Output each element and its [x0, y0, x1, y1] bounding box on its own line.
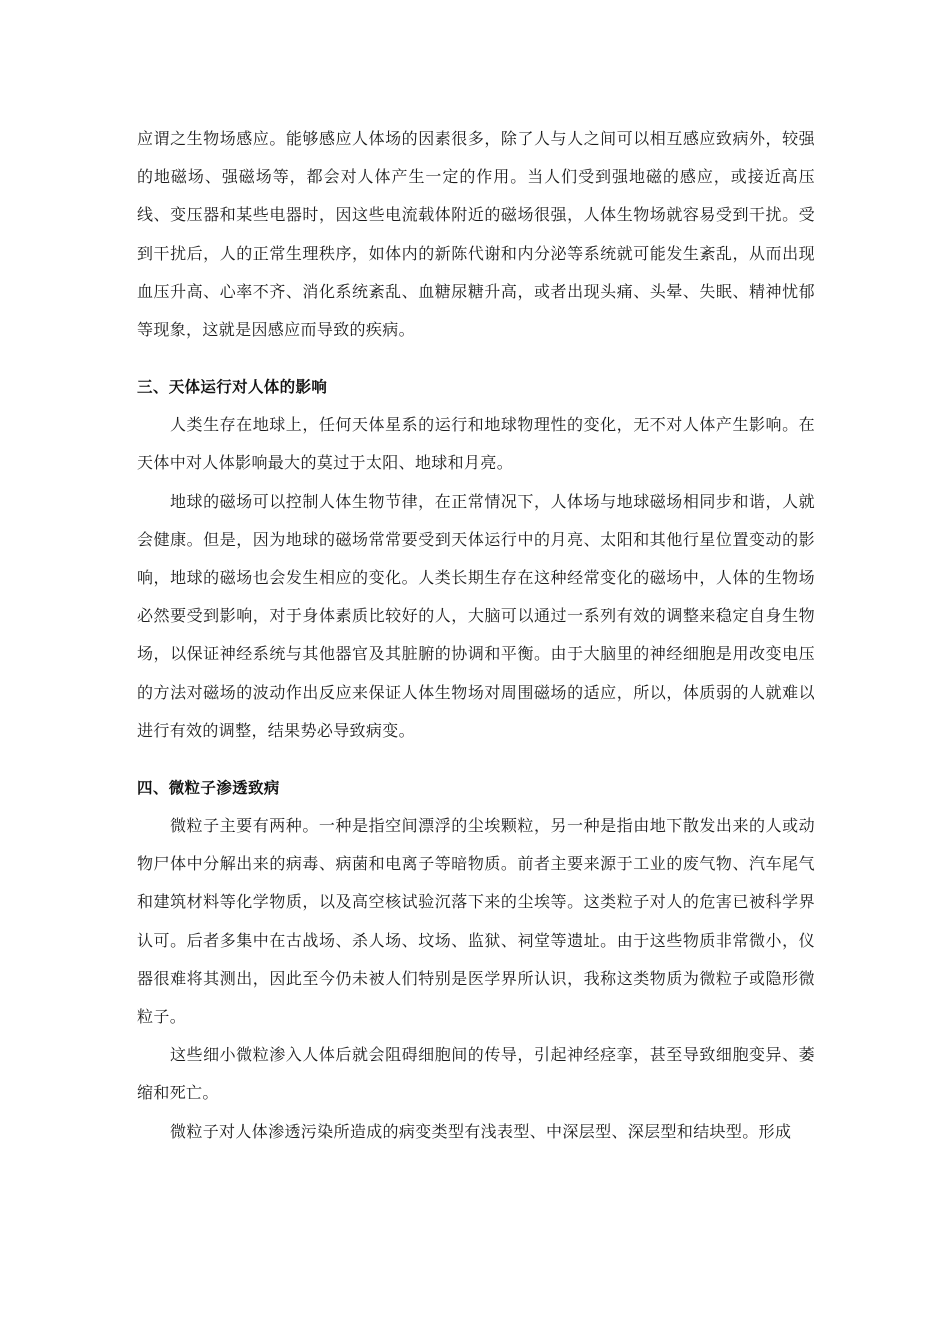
document-body	[137, 120, 815, 1151]
section-3-paragraph-2: 地球的磁场可以控制人体生物节律，在正常情况下，人体场与地球磁场相同步和谐，人就会健康。但是，因为地球的磁场常常要受到天体运行中的月亮、太阳和其他行星位置变动的影响，地球的磁场也会发生相应的变化。人类长期生存在这种经常变化的磁场中，人体的生物场必然要受到影响，对于身体素质比较好的人，大脑可以通过一系列有效的调整来稳定自身生物场，以保证神经系统与其他器官及其脏腑的协调和平衡。由于大脑里的神经细胞是用改变电压的方法对磁场的波动作出反应来保证人体生物场对周围磁场的适应，所以，体质弱的人就难以进行有效的调整，结果势必导致病变。	[137, 491, 815, 740]
section-4-paragraph-3: 微粒子对人体渗透污染所造成的病变类型有浅表型、中深层型、深层型和结块型。形成	[170, 1121, 792, 1141]
section-4-heading: 四、微粒子渗透致病	[137, 779, 280, 798]
intro-paragraph: 应谓之生物场感应。能够感应人体场的因素很多，除了人与人之间可以相互感应致病外，较强的地磁场、强磁场等，都会对人体产生一定的作用。当人们受到强地磁的感应，或接近高压线、变压器和某些电器时，因这些电流载体附近的磁场很强，人体生物场就容易受到干扰。受到干扰后，人的正常生理秩序，如体内的新陈代谢和内分泌等系统就可能发生紊乱，从而出现血压升高、心率不齐、消化系统紊乱、血糖尿糖升高，或者出现头痛、头晕、失眠、精神忧郁等现象，这就是因感应而导致的疾病。	[137, 129, 815, 340]
section-spacer	[137, 349, 815, 368]
section-3-heading: 三、天体运行对人体的影响	[137, 378, 328, 397]
section-3-paragraph-1: 人类生存在地球上，任何天体星系的运行和地球物理性的变化，无不对人体产生影响。在天体中对人体影响最大的莫过于太阳、地球和月亮。	[137, 415, 815, 473]
section-4-paragraph-1: 微粒子主要有两种。一种是指空间漂浮的尘埃颗粒，另一种是指由地下散发出来的人或动物尸体中分解出来的病毒、病菌和电离子等暗物质。前者主要来源于工业的废气物、汽车尾气和建筑材料等化学物质，以及高空核试验沉落下来的尘埃等。这类粒子对人的危害已被科学界认可。后者多集中在古战场、杀人场、坟场、监狱、祠堂等遗址。由于这些物质非常微小，仪器很难将其测出，因此至今仍未被人们特别是医学界所认识，我称这类物质为微粒子或隐形微粒子。	[137, 816, 815, 1027]
section-4-paragraph-2: 这些细小微粒渗入人体后就会阻碍细胞间的传导，引起神经痉挛，甚至导致细胞变异、萎缩和死亡。	[137, 1045, 815, 1103]
section-spacer	[137, 750, 815, 769]
